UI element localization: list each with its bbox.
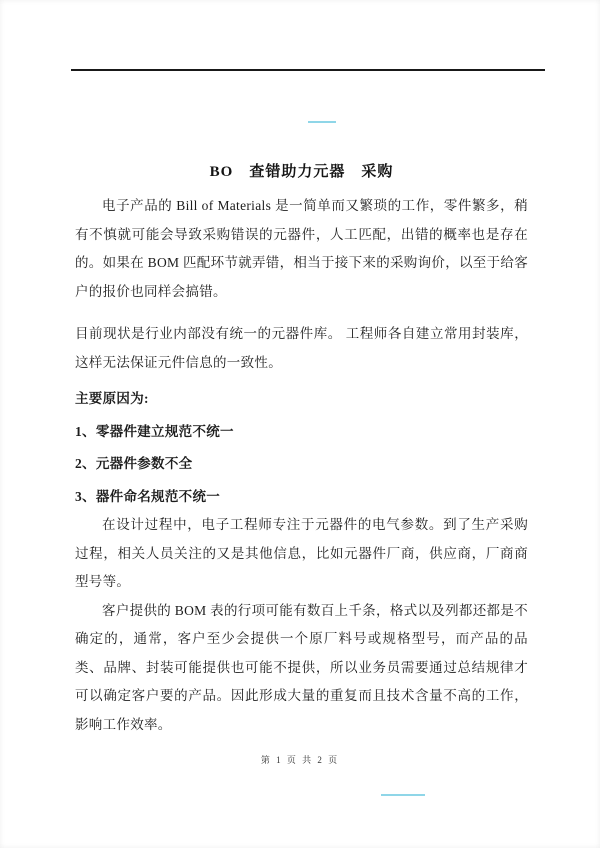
page-number-label: 第 1 页 共 2 页 — [260, 755, 340, 765]
paragraph-customer-bom: 客户提供的 BOM 表的行项可能有数百上千条，格式以及列都还都是不确定的，通常，客户至少会提供一个原厂料号或规格型号，而产品的品类、品牌、封装可能提供也可能不提供，所以业务员需要通过总结规律才可以确定客户要的产品。因此形成大量的重复而且技术含量不高的工作，影响工作效率。 — [75, 602, 528, 732]
cyan-mark-top — [308, 121, 336, 123]
page-footer — [0, 753, 600, 766]
section-heading-main-reasons: 主要原因为: — [75, 391, 149, 406]
cyan-mark-bottom — [381, 794, 425, 796]
paragraph-design-process: 在设计过程中，电子工程师专注于元器件的电气参数。到了生产采购过程，相关人员关注的又是其他信息，比如元器件厂商，供应商，厂商商型号等。 — [75, 517, 528, 589]
list-item-reason-3: 3、器件命名规范不统一 — [75, 488, 221, 504]
document-body — [75, 162, 528, 739]
paragraph-intro: 电子产品的 Bill of Materials 是一简单而又繁琐的工作，零件繁多，稍有不慎就可能会导致采购错误的元器件，人工匹配，出错的概率也是存在的。如果在 BOM 匹配环节就弄错，相当于接下来的采购询价，以至于给客户的报价也同样会搞错。 — [75, 198, 529, 299]
header-rule — [71, 69, 545, 71]
document-title: BO 查错助力元器 采购 — [209, 164, 394, 180]
list-item-reason-1: 1、零器件建立规范不统一 — [75, 423, 234, 439]
paragraph-current-state: 目前现状是行业内部没有统一的元器件库。 工程师各自建立常用封装库，这样无法保证元件信息的一致性。 — [75, 326, 528, 370]
list-item-reason-2: 2、元器件参数不全 — [75, 456, 193, 471]
